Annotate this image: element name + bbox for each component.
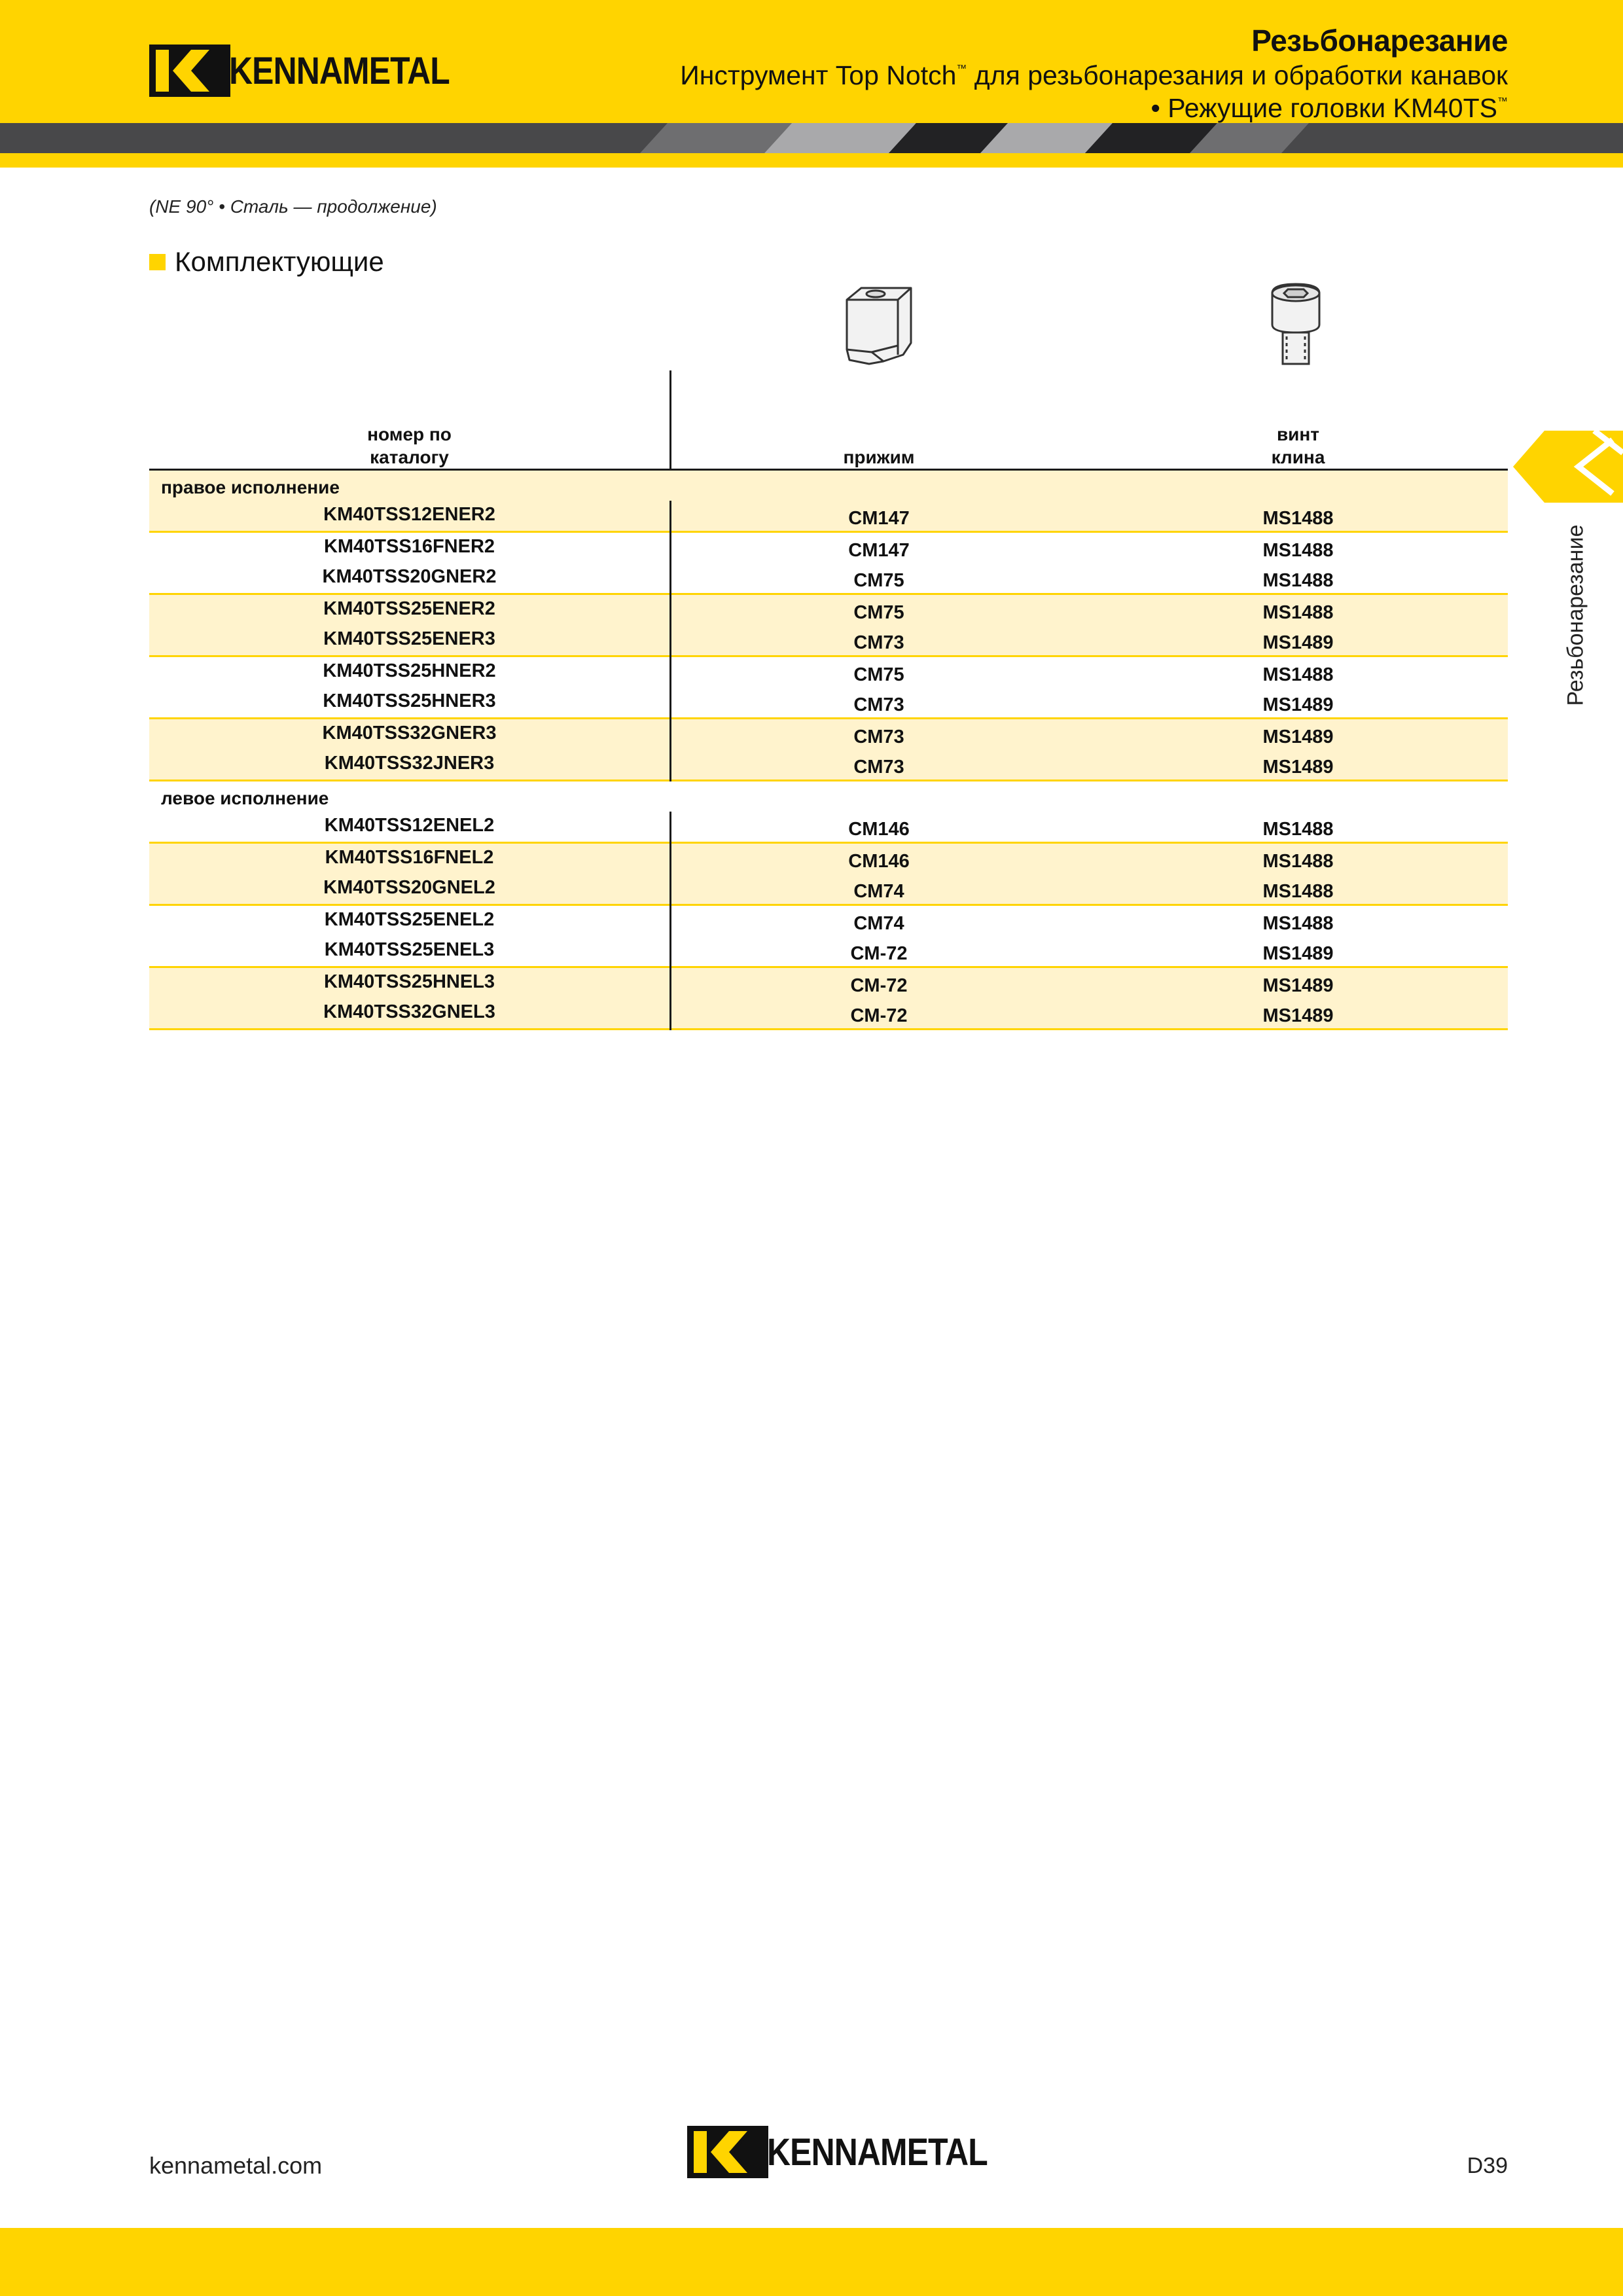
table-row	[149, 595, 1508, 625]
column-divider	[669, 657, 671, 719]
table-row-block	[149, 968, 1508, 1030]
footer-band	[0, 2228, 1623, 2296]
table-row-block	[149, 533, 1508, 595]
table-row	[149, 687, 1508, 717]
table-row-block	[149, 657, 1508, 719]
side-tab-label: Резьбонарезание	[1563, 524, 1588, 706]
clamp-cell: CM146	[848, 851, 910, 872]
column-header-catalog	[149, 423, 669, 469]
section-title: Комплектующие	[175, 246, 384, 277]
footer-logo	[687, 2126, 1024, 2178]
screw-cell: MS1489	[1262, 757, 1334, 778]
table-row	[149, 998, 1508, 1028]
screw-cell: MS1488	[1262, 508, 1334, 529]
column-divider	[669, 968, 671, 1030]
clamp-cell: CM73	[853, 694, 904, 715]
header-stripe-band	[0, 123, 1623, 153]
table-row-block	[149, 812, 1508, 844]
clamp-part-icon	[843, 284, 915, 367]
column-header-screw-line1: винт	[1276, 424, 1320, 444]
catalog-number-cell: KM40TSS20GNER2	[322, 566, 497, 587]
column-divider	[669, 844, 671, 906]
clamp-cell: CM147	[848, 508, 910, 529]
screw-cell: MS1488	[1262, 819, 1334, 840]
column-header-screw-line2: клина	[1271, 447, 1325, 467]
screw-cell: MS1488	[1262, 664, 1334, 685]
screw-cell: MS1489	[1262, 694, 1334, 715]
table-header	[149, 370, 1508, 469]
page-subtitle-line1: Инструмент Top Notch™ для резьбонарезания и обработки канавок	[680, 60, 1508, 91]
header-titles	[680, 22, 1508, 124]
decorative-stripes	[0, 123, 1623, 153]
page-title: Резьбонарезание	[1251, 24, 1508, 58]
clamp-cell: CM73	[853, 726, 904, 747]
catalog-number-cell: KM40TSS32GNEL3	[323, 1001, 495, 1022]
footer-url[interactable]: kennametal.com	[149, 2152, 323, 2179]
page-number: D39	[1467, 2153, 1508, 2178]
table-row	[149, 812, 1508, 842]
table-row	[149, 563, 1508, 593]
screw-cell: MS1488	[1262, 851, 1334, 872]
group-label: правое исполнение	[161, 477, 340, 497]
column-header-catalog-line2: каталогу	[370, 447, 449, 467]
kennametal-k-logo-icon	[149, 45, 230, 97]
table-row-block	[149, 906, 1508, 968]
accessories-table	[149, 370, 1508, 1030]
catalog-number-cell: KM40TSS25HNEL3	[323, 971, 495, 992]
table-row-block	[149, 719, 1508, 781]
table-row	[149, 533, 1508, 563]
screw-cell: MS1488	[1262, 602, 1334, 623]
column-divider	[669, 906, 671, 968]
table-row	[149, 844, 1508, 874]
screw-cell: MS1488	[1262, 913, 1334, 934]
catalog-number-cell: KM40TSS12ENEL2	[324, 815, 495, 836]
clamp-cell: CM75	[853, 570, 904, 591]
screw-cell: MS1489	[1262, 726, 1334, 747]
screw-cell: MS1488	[1262, 881, 1334, 902]
table-row-block	[149, 595, 1508, 657]
screw-cell: MS1488	[1262, 540, 1334, 561]
clamp-cell: CM147	[848, 540, 910, 561]
column-header-clamp: прижим	[843, 447, 915, 467]
table-row	[149, 968, 1508, 998]
column-header-screw	[1088, 423, 1508, 469]
group-label-row	[149, 471, 1508, 501]
column-divider	[669, 812, 671, 844]
screw-cell: MS1489	[1262, 632, 1334, 653]
header-brand-text: KENNAMETAL	[229, 49, 450, 92]
catalog-number-cell: KM40TSS25HNER2	[323, 660, 496, 681]
catalog-number-cell: KM40TSS25ENER2	[323, 598, 495, 619]
column-divider	[669, 595, 671, 657]
clamp-cell: CM-72	[850, 943, 908, 964]
wedge-screw-icon	[1267, 281, 1325, 367]
table-row	[149, 936, 1508, 966]
table-row	[149, 719, 1508, 749]
table-row	[149, 501, 1508, 531]
catalog-number-cell: KM40TSS25ENEL2	[324, 909, 495, 930]
table-row-block	[149, 844, 1508, 906]
catalog-number-cell: KM40TSS12ENER2	[323, 504, 495, 525]
catalog-number-cell: KM40TSS32JNER3	[324, 753, 495, 774]
table-row	[149, 749, 1508, 780]
table-row	[149, 906, 1508, 936]
catalog-number-cell: KM40TSS25HNER3	[323, 691, 496, 711]
catalog-number-cell: KM40TSS16FNER2	[323, 536, 495, 557]
clamp-cell: CM73	[853, 632, 904, 653]
catalog-number-cell: KM40TSS16FNEL2	[325, 847, 494, 868]
catalog-number-cell: KM40TSS25ENEL3	[324, 939, 495, 960]
chevron-left-icon	[1513, 431, 1623, 503]
kennametal-k-logo-icon	[687, 2126, 768, 2178]
clamp-cell: CM75	[853, 664, 904, 685]
clamp-cell: CM74	[853, 881, 904, 902]
table-row	[149, 625, 1508, 655]
screw-cell: MS1489	[1262, 1005, 1334, 1026]
yellow-square-bullet-icon	[149, 254, 166, 270]
column-divider	[669, 719, 671, 781]
footer-brand-text: KENNAMETAL	[767, 2130, 988, 2174]
catalog-number-cell: KM40TSS25ENER3	[323, 628, 495, 649]
screw-cell: MS1489	[1262, 943, 1334, 964]
column-divider	[669, 370, 671, 469]
clamp-cell: CM73	[853, 757, 904, 778]
column-divider	[669, 533, 671, 595]
table-row	[149, 874, 1508, 904]
header-yellow-underline	[0, 153, 1623, 168]
catalog-number-cell: KM40TSS20GNEL2	[323, 877, 495, 898]
clamp-cell: CM74	[853, 913, 904, 934]
screw-cell: MS1488	[1262, 570, 1334, 591]
screw-cell: MS1489	[1262, 975, 1334, 996]
clamp-cell: CM75	[853, 602, 904, 623]
page-subtitle-line2: • Режущие головки KM40TS™	[1150, 93, 1508, 124]
column-divider	[669, 501, 671, 533]
group-label-row	[149, 781, 1508, 812]
column-header-catalog-line1: номер по	[367, 424, 452, 444]
section-note: (NE 90° • Сталь — продолжение)	[149, 196, 437, 217]
table-row	[149, 657, 1508, 687]
header-logo	[149, 45, 486, 97]
table-row-block	[149, 501, 1508, 533]
catalog-number-cell: KM40TSS32GNER3	[322, 723, 497, 744]
clamp-cell: CM146	[848, 819, 910, 840]
group-label: левое исполнение	[161, 788, 329, 808]
section-heading	[149, 246, 384, 278]
clamp-cell: CM-72	[850, 975, 908, 996]
clamp-cell: CM-72	[850, 1005, 908, 1026]
